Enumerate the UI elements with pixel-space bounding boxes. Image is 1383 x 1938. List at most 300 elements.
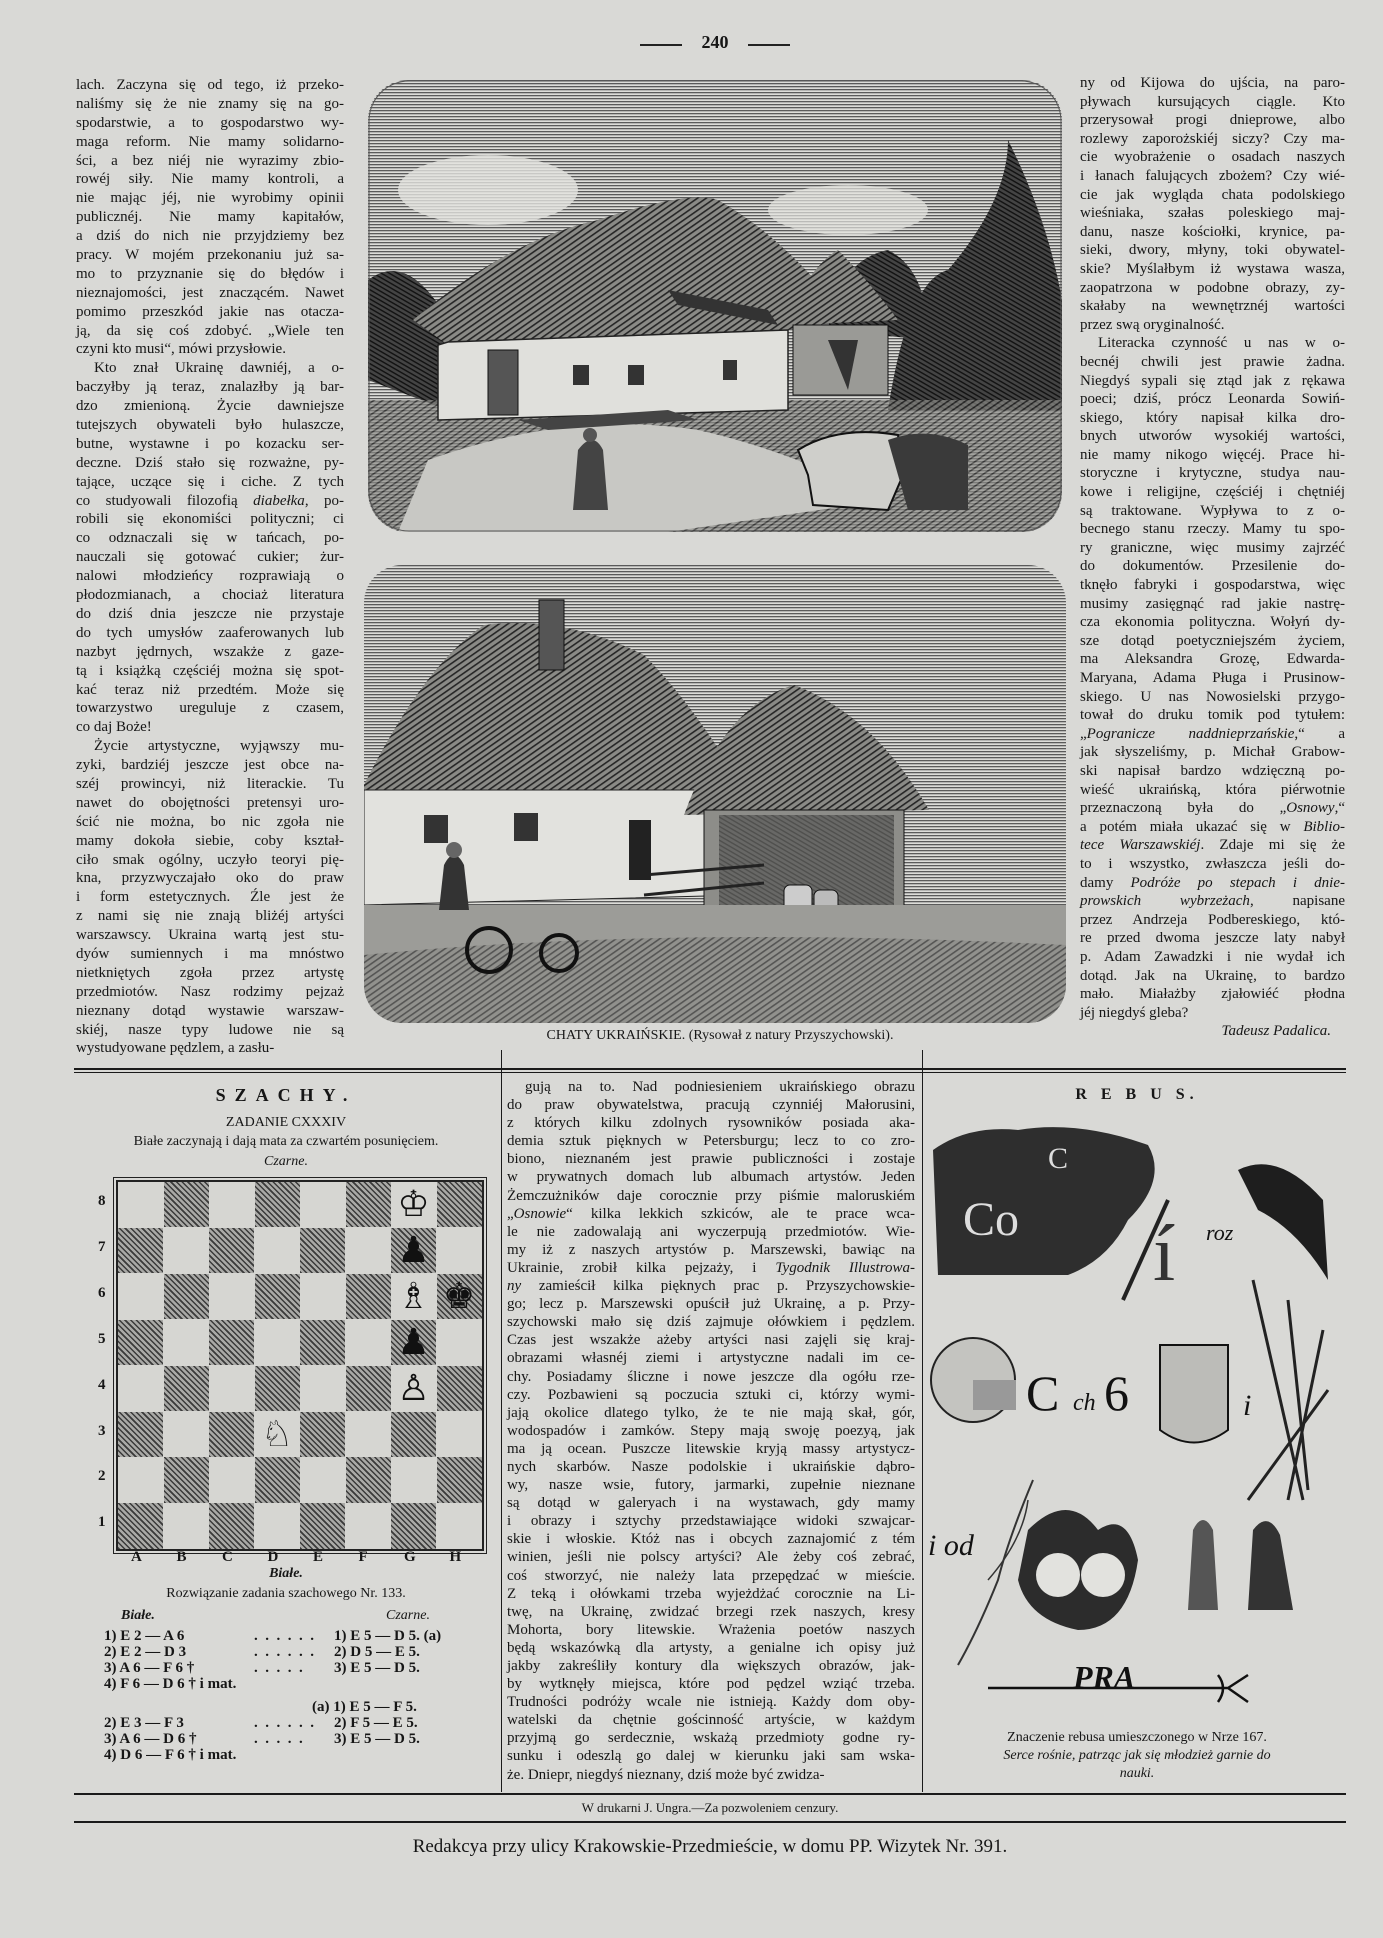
text-line — [76, 926, 344, 945]
text-segment: to i wszystko, zwłaszcza jeśli do- — [1080, 855, 1345, 872]
text-segment: są traktowane. Wypływa to z o- — [1080, 502, 1345, 519]
board-square — [255, 1274, 300, 1319]
text-segment: becnego stanu rzeczy. Mamy tu spo- — [1080, 521, 1345, 538]
text-line — [76, 189, 344, 208]
board-square — [391, 1412, 436, 1457]
italic-title: diabełka — [253, 492, 305, 509]
text-segment: do dokumentów. Przesilenie do- — [1080, 558, 1345, 575]
text-segment: wy, nasze wsie, futory, jarmarki, zupełnie nieznane — [507, 1477, 915, 1494]
board-square — [255, 1228, 300, 1273]
text-segment: danu, nasze kościołki, krynice, pa- — [1080, 223, 1345, 240]
text-line — [1080, 948, 1345, 967]
text-line — [76, 340, 344, 359]
text-segment: skiéj, nasze typy ludowe nie są — [76, 1021, 344, 1038]
text-line — [1080, 967, 1345, 986]
text-segment: ścić nie można, bo nic zgoła nie — [76, 813, 344, 830]
text-line — [76, 851, 344, 870]
text-line — [76, 832, 344, 851]
board-square — [209, 1182, 254, 1227]
text-segment: ma ją ocean. Puszcze litewskie kryją massy artystycz- — [507, 1440, 915, 1457]
board-square — [300, 1228, 345, 1273]
text-segment: tknęło fabryki i gospodarstwa, więc — [1080, 577, 1345, 594]
board-square — [255, 1320, 300, 1365]
text-line — [76, 869, 344, 888]
board-square — [437, 1228, 482, 1273]
text-line — [76, 567, 344, 586]
text-line — [1080, 818, 1345, 837]
text-segment: zyki, bardziéj jeszcze jest obce na- — [76, 757, 344, 774]
text-line — [76, 681, 344, 700]
text-segment: wieść ukraińską, która piérwotnie — [1080, 781, 1345, 798]
board-square — [118, 1366, 163, 1411]
text-segment: re przed dwoma jeszcze laty nabył — [1080, 930, 1345, 947]
white-pawn-icon: ♙ — [397, 1367, 430, 1409]
file-label: G — [404, 1549, 416, 1565]
black-pawn-icon: ♟ — [397, 1229, 430, 1271]
text-segment: towarzystwo ureguluje z czasem, — [76, 700, 344, 717]
text-line — [76, 737, 344, 756]
text-segment: . Zdaje mi się że — [1200, 837, 1345, 854]
rebus-glyph-big-i: í — [1153, 1210, 1176, 1298]
text-segment: ,“ — [1334, 800, 1345, 817]
text-segment: przedmiotów. Nasz rodzimy pejzaż — [76, 983, 344, 1000]
text-segment: sieki, dwory, młyny, toki obywatel- — [1080, 242, 1345, 259]
text-line — [507, 1494, 915, 1512]
italic-title: Tygodnik Illustrowa- — [775, 1259, 916, 1276]
rank-label: 5 — [98, 1330, 106, 1347]
text-line — [1080, 650, 1345, 669]
text-line — [1080, 446, 1345, 465]
board-square — [118, 1412, 163, 1457]
text-segment: mo to przyznanie się do błędów i — [76, 265, 344, 282]
text-line — [1080, 297, 1345, 316]
text-segment: robili się ekonomiści polityczni; ci — [76, 511, 344, 528]
text-line — [1080, 688, 1345, 707]
text-line — [76, 662, 344, 681]
board-square — [255, 1503, 300, 1548]
text-line — [1080, 353, 1345, 372]
solution-black-label: Czarne. — [386, 1608, 430, 1623]
text-line — [1080, 874, 1345, 893]
rebus-answer-line-1: Serce rośnie, patrząc jak się młodzież garnie do — [1003, 1748, 1271, 1763]
board-square — [209, 1320, 254, 1365]
board-square — [164, 1457, 209, 1502]
move-white: 1) E 2 — A 6 — [104, 1628, 185, 1644]
illustration-ukrainian-huts-with-barn — [364, 565, 1066, 1023]
rebus-glyph-i: i — [1243, 1389, 1252, 1422]
text-segment: szychowski mało się dziś zajmuje ołówkiem i pędzlem. — [507, 1314, 915, 1331]
text-line — [507, 1766, 915, 1784]
text-line — [507, 1259, 915, 1277]
board-square — [437, 1320, 482, 1365]
board-square — [118, 1320, 163, 1365]
text-line — [1080, 632, 1345, 651]
text-segment: watelski da chętnie gościnność artyście, w każdym — [507, 1712, 915, 1729]
rebus-glyph-pra: PRA — [1073, 1659, 1136, 1695]
text-segment: Trudności podróży wcale nie istnieją. Każdy dom oby- — [507, 1694, 915, 1711]
board-square — [209, 1366, 254, 1411]
text-line — [507, 1440, 915, 1458]
italic-title: prowskich wybrzeżach — [1080, 893, 1250, 910]
move-white: 2) E 2 — D 3 — [104, 1644, 187, 1660]
board-square — [164, 1182, 209, 1227]
board-square — [118, 1182, 163, 1227]
text-segment: są dotąd w galeryach i na wystawach, gdy mamy — [507, 1495, 915, 1512]
text-segment: nie mamy nikogo więcéj. Prace hi- — [1080, 446, 1345, 463]
text-line — [76, 284, 344, 303]
section-divider-top — [74, 1068, 1346, 1070]
italic-title: Osnowy — [1286, 800, 1335, 817]
board-square — [118, 1274, 163, 1319]
text-line — [1080, 595, 1345, 614]
text-segment: nalowi młodzieńcy rozprawiają o — [76, 568, 344, 585]
text-segment: musimy zasięgnąć rad jakie nastrę- — [1080, 595, 1345, 612]
text-line — [1080, 929, 1345, 948]
text-line — [76, 114, 344, 133]
text-segment: Mohorta, bory litewskie. Wrażenia poetów naszych — [507, 1621, 915, 1638]
text-segment: Literacka czynność u nas w o- — [1098, 335, 1345, 352]
text-line — [76, 983, 344, 1002]
text-line — [76, 416, 344, 435]
text-line — [76, 133, 344, 152]
text-segment: z nami się nie znają bliżéj artyści — [76, 908, 344, 925]
board-square — [300, 1366, 345, 1411]
text-line — [507, 1132, 915, 1150]
text-segment: ski napisał bardzo wdzięczną po- — [1080, 762, 1345, 779]
text-line — [76, 756, 344, 775]
text-line — [507, 1331, 915, 1349]
text-segment: jéj niegdyś gleba? — [1080, 1004, 1189, 1021]
text-segment: Czas jest wszakże ażeby artyści nasi zajęli się kraj- — [507, 1332, 915, 1349]
text-segment: twę, na Ukrainę, zwidzać brzegi rzek naszych, kresy — [507, 1603, 915, 1620]
text-line — [1080, 799, 1345, 818]
text-segment: „ — [1080, 725, 1087, 742]
rank-label: 4 — [98, 1376, 106, 1393]
text-segment: skie i włoskie. Któż nas i obcych zaznajomić z tém — [507, 1531, 915, 1548]
text-line — [76, 435, 344, 454]
text-line — [1080, 204, 1345, 223]
italic-title: Osnowie — [513, 1205, 567, 1222]
rebus-glyph-roz: roz — [1206, 1220, 1234, 1245]
text-segment: naliśmy się że nie znamy się na go- — [76, 95, 344, 112]
text-line — [1080, 241, 1345, 260]
white-king-icon: ♔ — [397, 1184, 430, 1225]
white-side-label: Białe. — [269, 1566, 303, 1581]
text-line — [1080, 576, 1345, 595]
text-line — [1080, 855, 1345, 874]
text-line — [507, 1368, 915, 1386]
board-square — [118, 1503, 163, 1548]
text-line — [507, 1603, 915, 1621]
text-line — [507, 1168, 915, 1186]
text-line — [507, 1567, 915, 1585]
text-segment: winien, jeśli nie polscy artyści? Ale żeby coś zebrać, — [507, 1549, 915, 1566]
rank-label: 6 — [98, 1284, 106, 1301]
text-segment: przyjmą go serdecznie, wskażą przedmioty godne ry- — [507, 1730, 915, 1747]
file-label: F — [358, 1549, 368, 1565]
move-black: 3) E 5 — D 5. — [334, 1660, 420, 1676]
text-line — [1080, 260, 1345, 279]
text-line — [76, 1002, 344, 1021]
text-line — [76, 397, 344, 416]
text-segment: rowéj siły. Nie mamy kontroli, a — [76, 171, 344, 188]
text-line — [507, 1621, 915, 1639]
italic-title: Pogranicze naddnieprzańskie — [1086, 725, 1295, 742]
chess-board — [116, 1180, 484, 1551]
rebus-answer-title: Znaczenie rebusa umieszczonego w Nrze 167. — [1007, 1730, 1267, 1745]
black-king-icon: ♚ — [442, 1275, 476, 1317]
text-segment: by wytknęły miejsca, które pod pędzel wziąć trzeba. — [507, 1676, 915, 1693]
text-segment: biono, nieznaném jest prawie publiczności i zostaje — [507, 1151, 915, 1168]
text-segment: bnych utworów wysokiéj wartości, — [1080, 428, 1345, 445]
text-segment: damy — [1080, 874, 1131, 891]
board-square — [164, 1274, 209, 1319]
text-segment: spodarstwie, a to gospodarstwo wy- — [76, 114, 344, 131]
board-square — [118, 1228, 163, 1273]
move-leader-dots: . . . . . . — [254, 1628, 314, 1644]
text-segment: mało. Miałażby zjałowiéć płodna — [1080, 986, 1345, 1003]
italic-title: Podróże po stepach i dnie- — [1130, 874, 1345, 891]
text-line — [76, 945, 344, 964]
board-square — [346, 1457, 391, 1502]
text-line — [507, 1114, 915, 1132]
rebus-answer-line-2: nauki. — [1119, 1766, 1155, 1781]
text-line — [76, 794, 344, 813]
text-segment: ny od Kijowa do ujścia, na paro- — [1080, 75, 1345, 91]
text-segment: wystudyowane pędzlem, a zasłu- — [76, 1040, 275, 1057]
text-segment: będą wskazówką dla artysty, a genialne ich opisy już — [507, 1639, 915, 1656]
editorial-address: Redakcya przy ulicy Krakowskie-Przedmieście, w domu PP. Wizytek Nr. 391. — [412, 1836, 1008, 1857]
text-line — [76, 378, 344, 397]
text-segment: dzo zmienioną. Życie dawniejsze — [76, 398, 344, 415]
board-square — [346, 1228, 391, 1273]
move-black: 3) E 5 — D 5. — [334, 1731, 420, 1747]
move-black: 2) D 5 — E 5. — [334, 1644, 420, 1660]
text-line — [507, 1078, 915, 1096]
text-line — [76, 1039, 344, 1058]
text-segment: nieznajomości, jest znaczącém. Nawet — [76, 284, 344, 301]
text-segment: cie wyobrażenie o osadach naszych — [1080, 149, 1345, 166]
text-line — [507, 1476, 915, 1494]
text-line — [1080, 706, 1345, 725]
text-line — [507, 1404, 915, 1422]
article-column-middle — [507, 1078, 915, 1784]
text-segment: chy. Posiadamy śliczne i nowe jeszcze dla ogółu rze- — [507, 1368, 915, 1385]
text-line — [76, 813, 344, 832]
text-line — [1080, 390, 1345, 409]
text-segment: do praw obywatelstwa, pracują czynniéj Małorusini, — [507, 1097, 915, 1114]
text-line — [1080, 613, 1345, 632]
board-square — [255, 1457, 300, 1502]
text-line — [76, 76, 344, 95]
white-bishop-icon: ♗ — [397, 1275, 430, 1317]
move-white: 2) E 3 — F 3 — [104, 1715, 184, 1731]
text-line — [76, 454, 344, 473]
text-segment: pomimo przeszkód jakie nas otacza- — [76, 303, 344, 320]
move-leader-dots: . . . . . — [254, 1731, 303, 1747]
text-line — [1080, 427, 1345, 446]
text-segment: p. Adam Zawadzki i nie wydał ich — [1080, 948, 1345, 965]
text-segment: Maryana, Adama Pługa i Prusinow- — [1080, 670, 1345, 686]
text-line — [507, 1386, 915, 1404]
illustration-ukrainian-hut-with-cattle — [368, 80, 1062, 532]
board-square — [164, 1228, 209, 1273]
move-leader-dots: . . . . . . — [254, 1715, 314, 1731]
text-segment: co odznaczali się w tańcach, po- — [76, 530, 344, 547]
rank-label: 3 — [98, 1422, 106, 1439]
text-line — [1080, 372, 1345, 391]
text-segment: tające, uczące się i ciche. Z tych — [76, 473, 344, 490]
text-line — [76, 718, 344, 737]
text-line — [507, 1349, 915, 1367]
move-black: (a) 1) E 5 — F 5. — [312, 1699, 417, 1715]
text-line — [76, 246, 344, 265]
board-square — [209, 1274, 254, 1319]
text-line — [76, 1021, 344, 1040]
column-divider-left — [501, 1050, 502, 1792]
rebus-glyph-c: C — [1026, 1365, 1060, 1421]
rank-label: 8 — [98, 1193, 106, 1209]
text-segment: le nie zadowalają ani wyczerpują przedmiotów. Wie- — [507, 1223, 915, 1240]
text-segment: , po- — [304, 492, 345, 509]
text-line — [76, 907, 344, 926]
text-line — [507, 1458, 915, 1476]
text-line — [507, 1223, 915, 1241]
move-black: 2) F 5 — E 5. — [334, 1715, 418, 1731]
text-line — [507, 1422, 915, 1440]
text-segment: rozlewy zaporożskiéj siczy? Czy ma- — [1080, 130, 1345, 147]
text-segment: demia sztuk pięknych w Petersburgu; lecz to co zro- — [507, 1133, 915, 1150]
text-line — [1080, 725, 1345, 744]
text-segment: maga reform. Nie mamy solidarno- — [76, 133, 344, 150]
rebus-glyph-c-small: C — [1048, 1142, 1069, 1175]
page-number-text: 240 — [701, 32, 729, 52]
text-line — [1080, 502, 1345, 521]
text-line — [507, 1657, 915, 1675]
article-column-left — [76, 76, 344, 1058]
text-line — [507, 1548, 915, 1566]
board-square — [300, 1320, 345, 1365]
text-segment: z których kilku zdolnych rysowników posiada aka- — [507, 1115, 915, 1132]
text-line — [1080, 409, 1345, 428]
dash-left — [640, 44, 682, 46]
text-segment: becnéj chwili jest prawie żadna. — [1080, 353, 1345, 370]
text-line — [507, 1585, 915, 1603]
chess-title: SZACHY. — [215, 1085, 357, 1105]
board-square — [437, 1412, 482, 1457]
text-segment: butne, wystawne i po kozacku ser- — [76, 435, 344, 452]
board-square — [164, 1366, 209, 1411]
text-line — [76, 359, 344, 378]
board-square — [437, 1366, 482, 1411]
white-knight-icon: ♘ — [260, 1413, 294, 1455]
text-line — [76, 152, 344, 171]
text-line — [1080, 130, 1345, 149]
text-segment: nietkniętych zgoła przez artystę — [76, 964, 344, 981]
text-segment: sunku i odeszlą go dalej w kierunku jaki sam wska- — [507, 1748, 915, 1765]
text-segment: przez swą oryginalność. — [1080, 316, 1225, 333]
file-label: A — [131, 1549, 142, 1565]
text-line — [76, 699, 344, 718]
text-segment: skiego, który napisał kilka dro- — [1080, 409, 1345, 426]
board-square — [209, 1412, 254, 1457]
file-label: H — [449, 1549, 462, 1565]
text-line — [76, 888, 344, 907]
text-line — [507, 1693, 915, 1711]
text-segment: széj prowincyi, niż literackie. Tu — [76, 775, 344, 792]
text-segment: Życie artystyczne, wyjąwszy mu- — [94, 738, 344, 755]
rebus-picture — [928, 1110, 1346, 1710]
text-segment: czyni kto musi“, mówi przysłowie. — [76, 341, 286, 358]
italic-title: ny — [507, 1278, 522, 1295]
text-segment: nie mając jéj, nie wyrobimy opinii — [76, 190, 344, 207]
text-segment: do tych umysłów zaaferowanych lub — [76, 624, 344, 641]
chess-section — [76, 1080, 496, 1790]
text-line — [507, 1150, 915, 1168]
board-square — [346, 1320, 391, 1365]
column-divider-right — [922, 1050, 923, 1792]
text-line — [1080, 167, 1345, 186]
board-square — [164, 1320, 209, 1365]
text-segment: nych skarbów. Nasze podolskie i ukraińskie dąbro- — [507, 1458, 915, 1475]
text-line — [76, 473, 344, 492]
text-line — [76, 227, 344, 246]
text-segment: że. Dniepr, niegdyś nieznany, dziś może być zwidza- — [507, 1766, 825, 1783]
text-segment: storyczne i krytyczne, studya nau- — [1080, 465, 1345, 482]
text-segment: skiego. U nas Nowosielski przygo- — [1080, 688, 1345, 705]
text-segment: publicznéj. Nie mamy kapitałów, — [76, 209, 344, 226]
text-line — [1080, 279, 1345, 298]
text-segment: skie? Myślałbym iż wystawa wasza, — [1080, 260, 1345, 277]
text-segment: ciło smak ogólny, uczyło teoryi pię- — [76, 851, 344, 868]
board-square — [346, 1412, 391, 1457]
rank-label: 2 — [98, 1468, 106, 1485]
page-number — [640, 32, 790, 53]
text-segment: nauczali się gotować cukier; żur- — [76, 549, 344, 566]
text-line — [76, 492, 344, 511]
board-square — [346, 1182, 391, 1227]
text-line — [76, 510, 344, 529]
text-line — [1080, 316, 1345, 335]
text-segment: ma Aleksandra Grozę, Edwarda- — [1080, 651, 1345, 668]
text-segment: obrazami własnéj ziemi i artystyczne nadali im ce- — [507, 1350, 915, 1367]
board-square — [437, 1182, 482, 1227]
text-segment: kać teraz niż przedtém. Może się — [76, 681, 344, 698]
text-line — [1080, 74, 1345, 93]
text-segment: nieznany dotąd wystawie warszaw- — [76, 1002, 344, 1019]
black-pawn-icon: ♟ — [397, 1321, 430, 1363]
board-square — [391, 1457, 436, 1502]
text-line — [76, 95, 344, 114]
text-segment: go; lecz p. Marszewski opuścił już Ukrainę, a p. Przy- — [507, 1296, 915, 1313]
text-line — [507, 1675, 915, 1693]
board-square — [300, 1457, 345, 1502]
text-segment: pracy. W mojém przekonaniu już sa- — [76, 247, 344, 264]
text-segment: lach. Zaczyna się od tego, iż przeko- — [76, 77, 344, 93]
text-line — [507, 1530, 915, 1548]
text-line — [507, 1747, 915, 1765]
board-square — [255, 1182, 300, 1227]
shield-icon — [1160, 1345, 1228, 1443]
text-segment: sze dotąd poetyczniejszém życiem, — [1080, 632, 1345, 649]
text-line — [76, 643, 344, 662]
text-segment: płodozmianach, a chociaż literatura — [76, 587, 344, 604]
text-segment: poeci; dziś, prócz Leonarda Sowiń- — [1080, 391, 1345, 408]
text-segment: nazbyt jędrnych, wszakże z gaze- — [76, 643, 344, 660]
text-line — [1080, 93, 1345, 112]
text-segment: nawet do obojętności pretensyi uro- — [76, 794, 344, 811]
text-line — [507, 1187, 915, 1205]
